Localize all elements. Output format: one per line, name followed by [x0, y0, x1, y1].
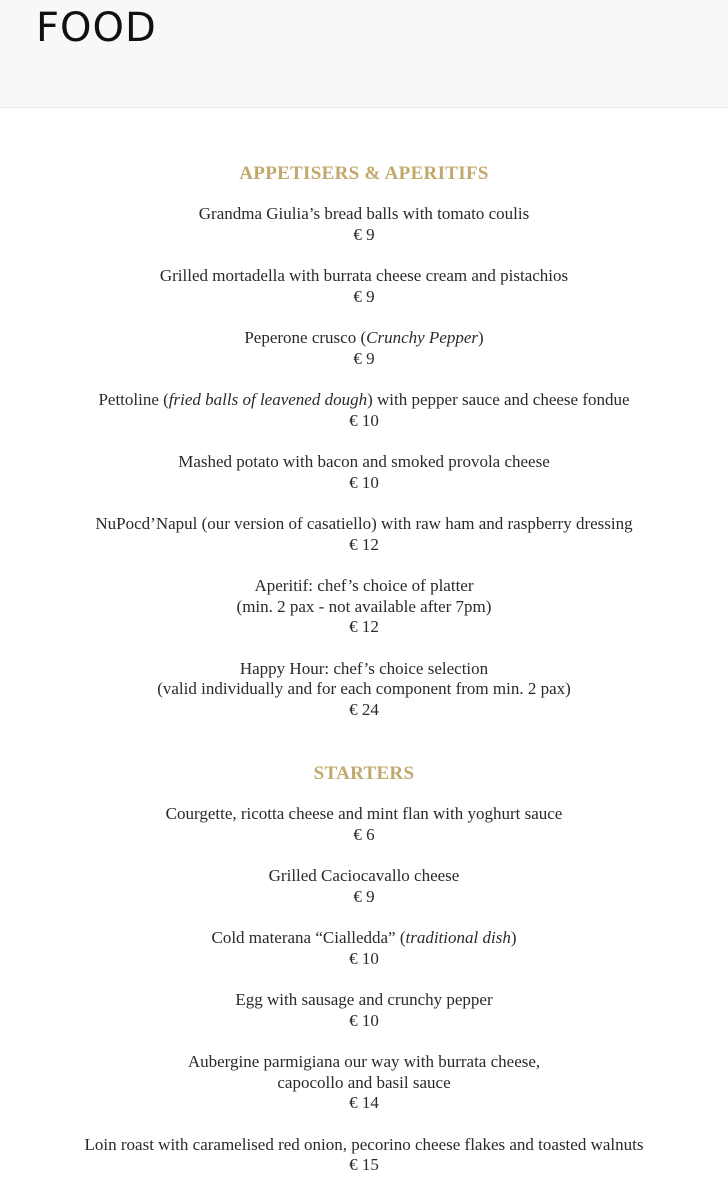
menu-item-note: Crunchy Pepper [366, 328, 478, 347]
menu-item [0, 328, 728, 369]
menu-item-description [0, 597, 728, 618]
menu-item [0, 928, 728, 969]
menu-section [0, 760, 728, 1176]
menu-item-price: € 9 [353, 224, 375, 244]
menu-items [0, 804, 728, 1176]
menu-item-description [0, 390, 728, 411]
menu-item-text: Courgette, ricotta cheese and mint flan with yoghurt sauce [165, 804, 563, 823]
menu-item [0, 659, 728, 721]
menu-item-description [0, 328, 728, 349]
menu-item-price: € 10 [349, 1010, 379, 1030]
menu-item-text: Egg with sausage and crunchy pepper [235, 990, 493, 1009]
menu-item-text: Peperone crusco ( [244, 328, 367, 347]
menu-item-description [0, 1052, 728, 1073]
menu-item-text: Grilled mortadella with burrata cheese cream and pistachios [159, 266, 569, 285]
menu-item-description [0, 266, 728, 287]
menu-item-price: € 10 [349, 472, 379, 492]
menu-item-price: € 10 [349, 410, 379, 430]
menu-item-note: fried balls of leavened dough [168, 390, 368, 409]
menu-item [0, 990, 728, 1031]
menu-item-description [0, 659, 728, 680]
menu-item-description [0, 514, 728, 535]
menu-item-description [0, 866, 728, 887]
menu-item-description [0, 1135, 728, 1156]
menu-item-price: € 14 [349, 1093, 379, 1112]
menu-item-text: (valid individually and for each component from min. 2 pax) [157, 679, 571, 698]
menu-item-description [0, 1073, 728, 1094]
menu-item-text: Happy Hour: chef’s choice selection [239, 658, 489, 678]
menu-item-text: ) [478, 328, 484, 347]
menu-item-price: € 24 [349, 699, 379, 719]
menu-item-description [0, 679, 728, 700]
menu-item [0, 804, 728, 845]
menu-item-description [0, 204, 728, 225]
menu-item-price: € 9 [353, 348, 375, 368]
menu-item [0, 1135, 728, 1176]
page-header [0, 0, 728, 108]
menu-item [0, 866, 728, 907]
menu-item-price: € 12 [349, 617, 379, 636]
menu-item-price: € 9 [353, 286, 375, 306]
menu-item-text: ) with pepper sauce and cheese fondue [367, 390, 630, 409]
menu-item-note: traditional dish [405, 928, 511, 947]
menu-item-price: € 12 [349, 534, 379, 554]
menu-section [0, 160, 728, 720]
menu-item [0, 266, 728, 307]
menu-item-price: € 6 [353, 824, 375, 844]
menu-item-text: ) [510, 928, 517, 947]
menu-item-text: Pettoline ( [98, 390, 169, 409]
menu-item-description [0, 928, 728, 949]
section-title: STARTERS [313, 763, 415, 784]
menu-item-text: Cold materana “Cialledda” ( [211, 928, 406, 947]
menu-item-description [0, 452, 728, 473]
menu-item [0, 204, 728, 245]
menu-item-text: NuPocd’Napul (our version of casatiello) with raw ham and raspberry dressing [95, 514, 633, 533]
menu-item-description [0, 990, 728, 1011]
menu-items [0, 204, 728, 720]
menu-item-text: Mashed potato with bacon and smoked provola cheese [178, 452, 550, 471]
section-title: APPETISERS & APERITIFS [239, 163, 489, 184]
menu-item [0, 390, 728, 431]
menu-item [0, 576, 728, 638]
menu-item-price: € 10 [349, 948, 379, 968]
menu-item-text: Grilled Caciocavallo cheese [268, 866, 460, 885]
menu-item-text: Grandma Giulia’s bread balls with tomato coulis [198, 204, 530, 223]
menu-item-text: Aubergine parmigiana our way with burrata cheese, [187, 1052, 541, 1071]
menu-item-price: € 15 [349, 1155, 379, 1174]
menu-item [0, 1052, 728, 1114]
menu-item-text: Loin roast with caramelised red onion, pecorino cheese flakes and toasted walnuts [84, 1134, 644, 1154]
menu-item-text: Aperitif: chef’s choice of platter [254, 576, 474, 595]
menu-item-text: (min. 2 pax - not available after 7pm) [236, 596, 492, 616]
menu-item-description [0, 576, 728, 597]
menu-content [0, 160, 728, 1176]
menu-item [0, 452, 728, 493]
menu-item-description [0, 804, 728, 825]
menu-item [0, 514, 728, 555]
page-title: FOOD [36, 5, 157, 51]
menu-item-price: € 9 [353, 886, 375, 906]
menu-item-text: capocollo and basil sauce [277, 1072, 451, 1092]
